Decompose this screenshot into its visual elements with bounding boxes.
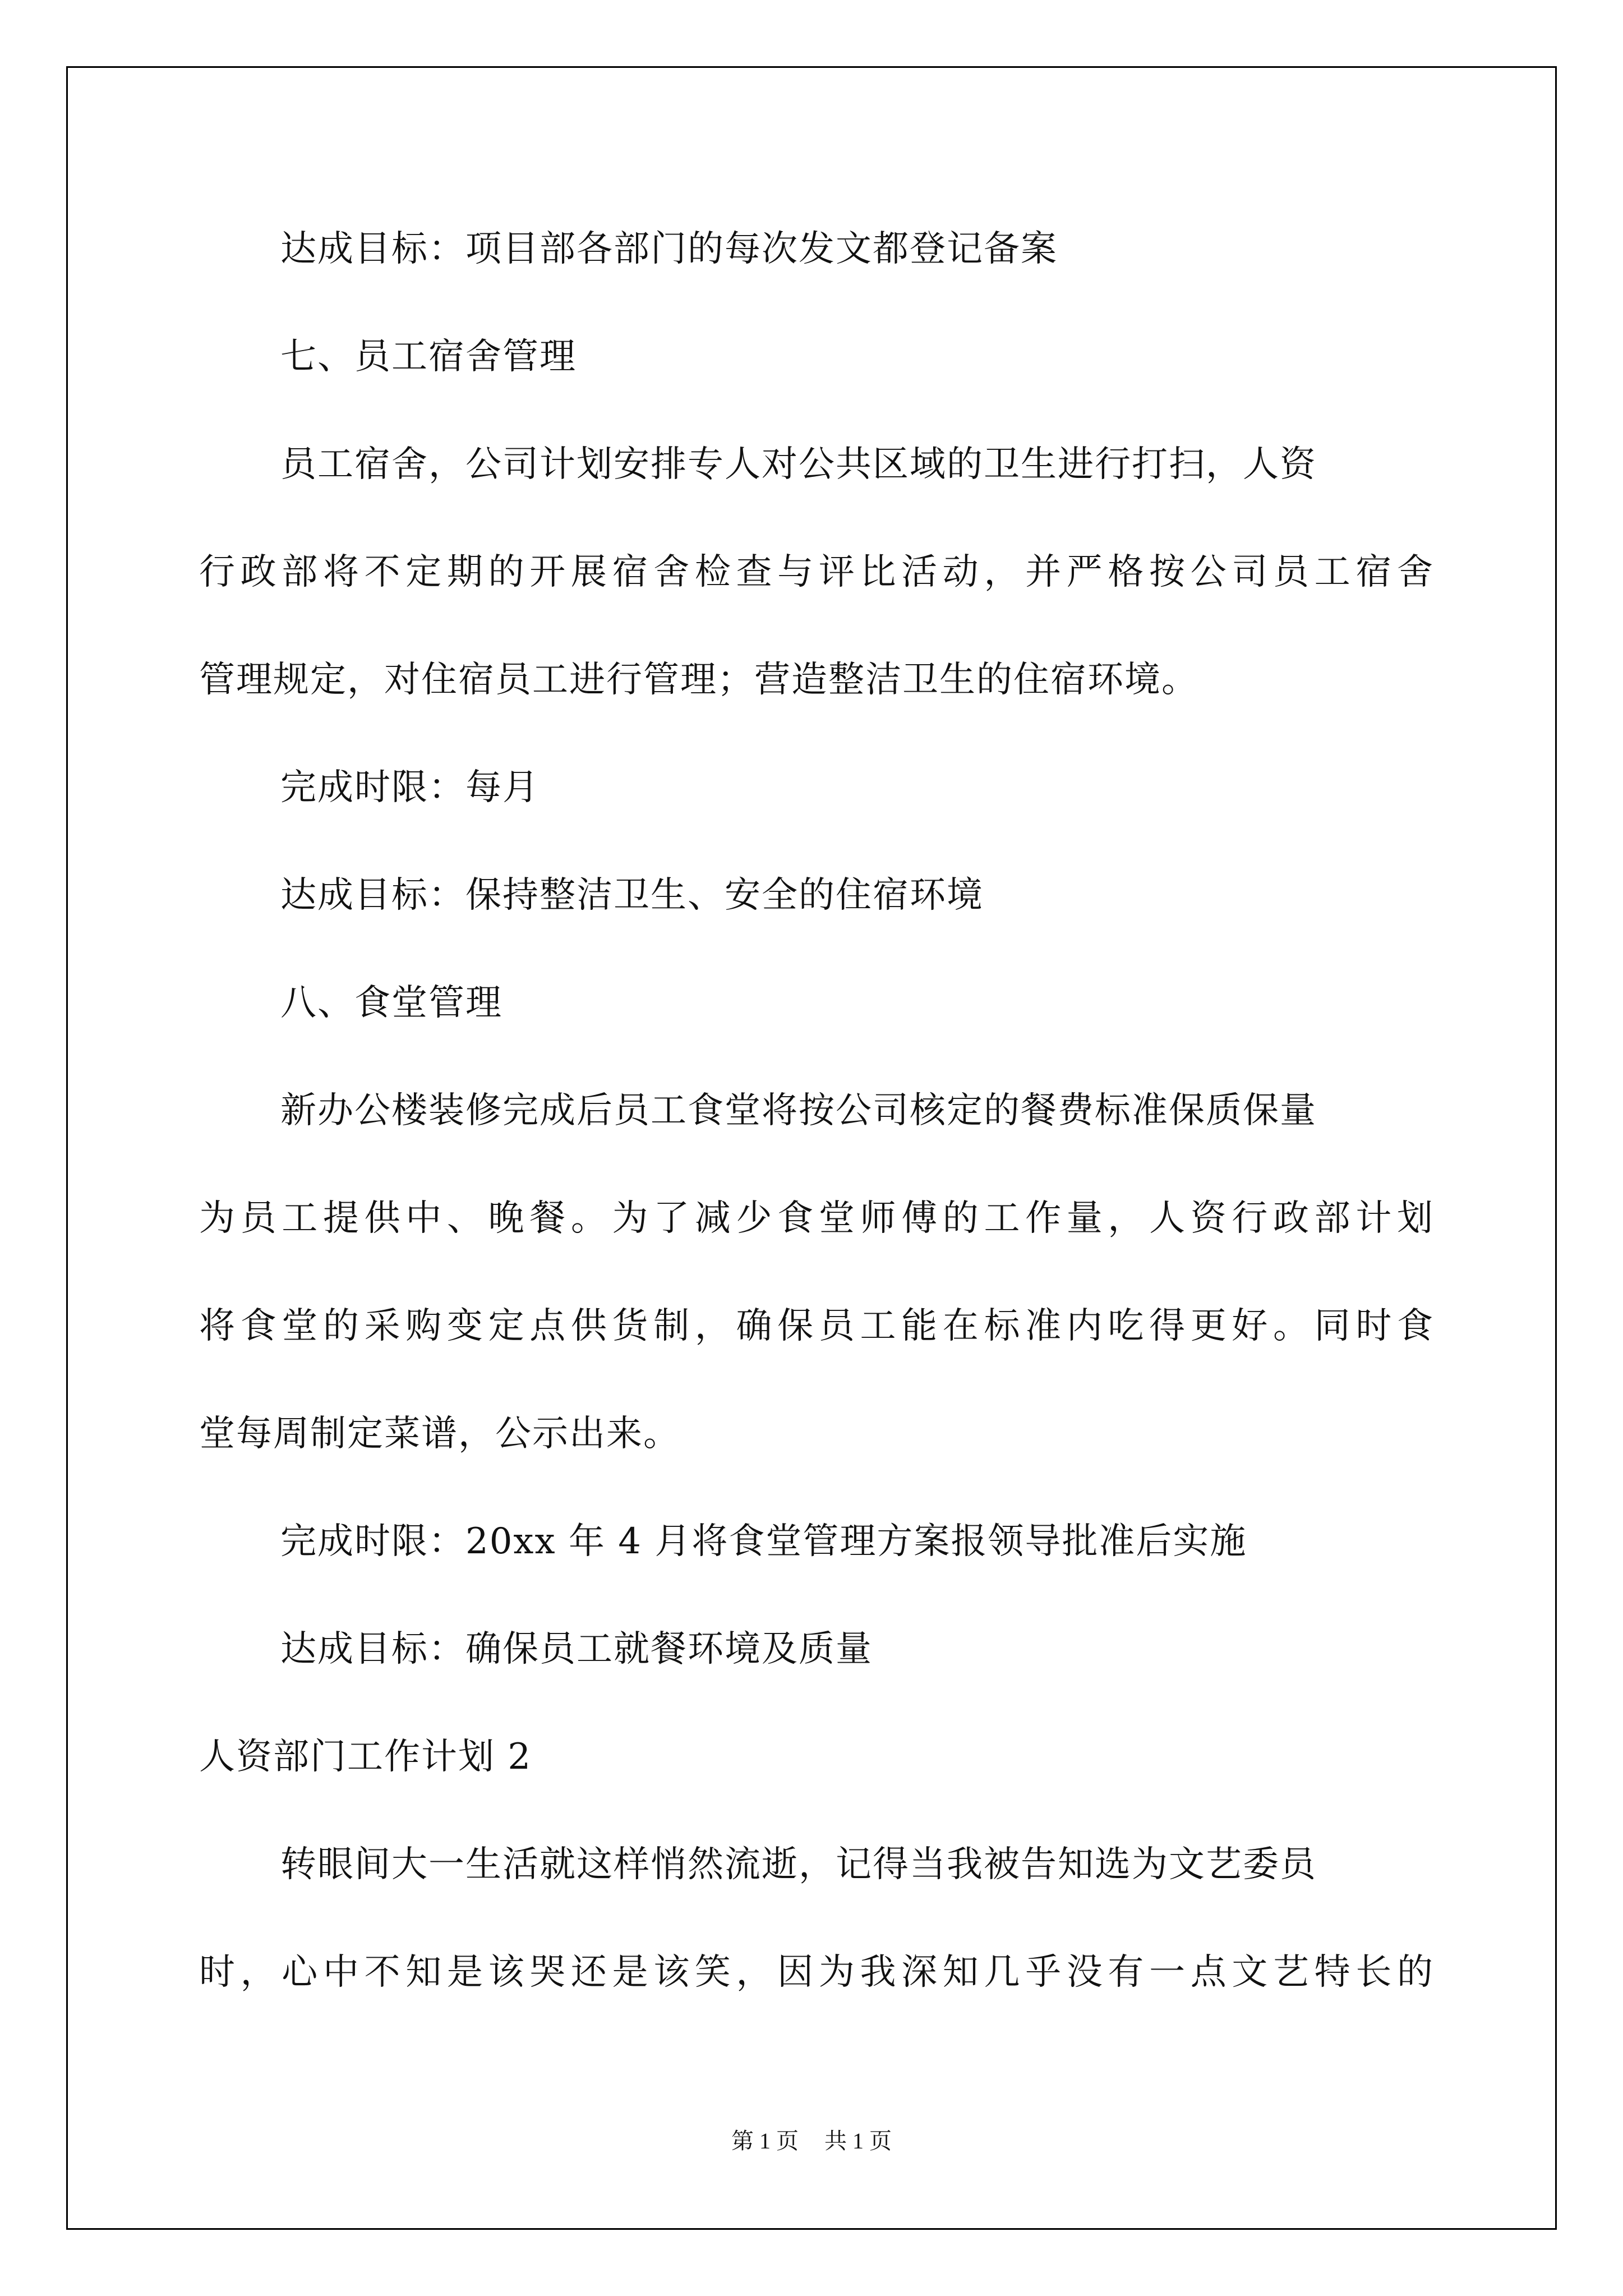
document-title: 人资部门工作计划 2	[199, 1736, 532, 1778]
page-footer	[0, 2127, 1623, 2155]
deadline-line-canteen: 完成时限：20xx 年 4 月将食堂管理方案报领导批准后实施	[280, 1521, 1247, 1562]
paragraph-line: 新办公楼装修完成后员工食堂将按公司核定的餐费标准保质保量	[280, 1090, 1317, 1131]
goal-line-filing: 达成目标：项目部各部门的每次发文都登记备案	[280, 228, 1058, 270]
paragraph-line: 管理规定，对住宿员工进行管理；营造整洁卫生的住宿环境。	[199, 659, 1198, 701]
paragraph-line: 堂每周制定菜谱，公示出来。	[199, 1413, 680, 1455]
page-total: 共 1 页	[824, 2128, 892, 2154]
goal-line-canteen: 达成目标：确保员工就餐环境及质量	[280, 1628, 873, 1670]
paragraph-line: 为员工提供中、晚餐。为了减少食堂师傅的工作量，人资行政部计划	[199, 1198, 1433, 1239]
section-heading-dormitory: 七、员工宿舍管理	[280, 336, 577, 378]
paragraph-line: 将食堂的采购变定点供货制，确保员工能在标准内吃得更好。同时食	[199, 1305, 1433, 1347]
paragraph-line: 行政部将不定期的开展宿舍检查与评比活动，并严格按公司员工宿舍	[199, 551, 1433, 593]
page-number: 第 1 页	[731, 2128, 799, 2154]
paragraph-line: 员工宿舍，公司计划安排专人对公共区域的卫生进行打扫，人资	[280, 444, 1317, 485]
section-heading-canteen: 八、食堂管理	[280, 982, 502, 1024]
deadline-line-dormitory: 完成时限：每月	[280, 767, 540, 808]
page-border	[66, 66, 1557, 2230]
goal-line-dormitory: 达成目标：保持整洁卫生、安全的住宿环境	[280, 875, 984, 916]
paragraph-line: 转眼间大一生活就这样悄然流逝，记得当我被告知选为文艺委员	[280, 1844, 1317, 1885]
paragraph-line: 时，心中不知是该哭还是该笑，因为我深知几乎没有一点文艺特长的	[199, 1952, 1433, 1993]
